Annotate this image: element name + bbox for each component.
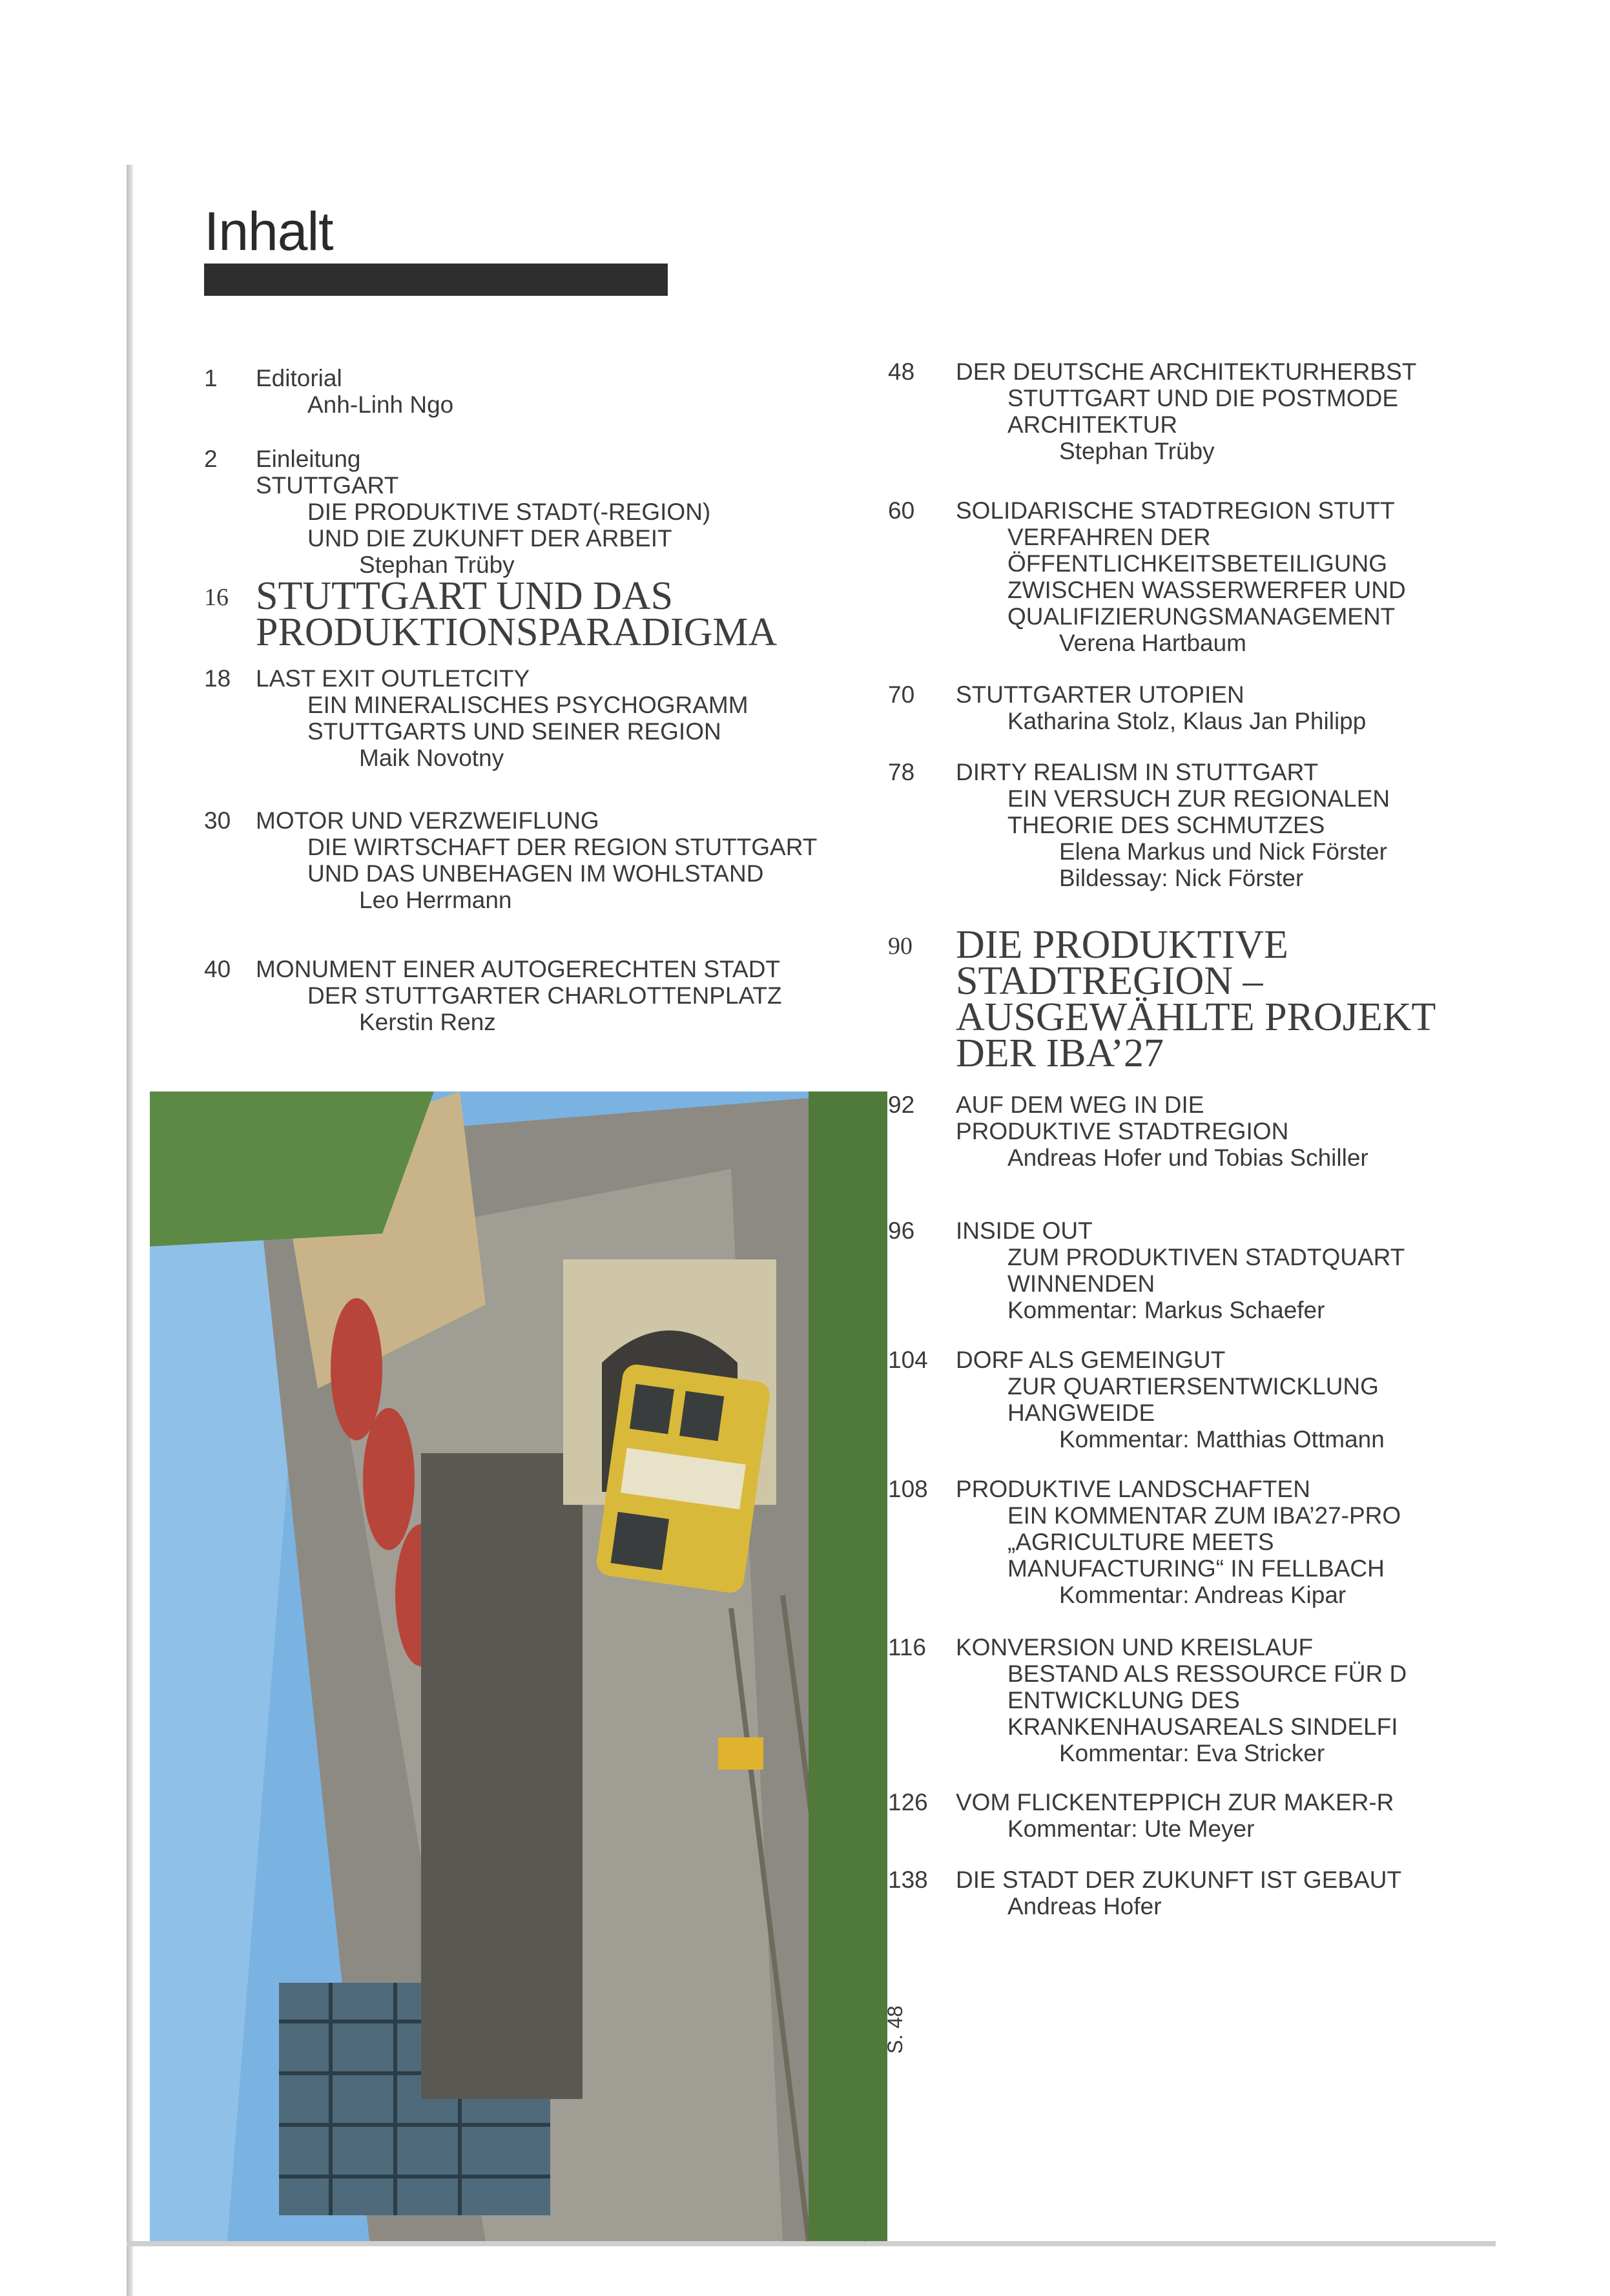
- toc-page-number: 126: [888, 1789, 928, 1815]
- toc-entry-line: DORF ALS GEMEINGUT: [956, 1347, 1226, 1373]
- toc-entry-line: HANGWEIDE: [1007, 1400, 1155, 1426]
- toc-entry-line: ZUM PRODUKTIVEN STADTQUART: [1007, 1244, 1405, 1270]
- toc-entry-line: ÖFFENTLICHKEITSBETEILIGUNG: [1007, 550, 1387, 577]
- page-fold-shadow: [127, 165, 133, 2296]
- toc-entry-line: PRODUKTIVE LANDSCHAFTEN: [956, 1476, 1310, 1502]
- toc-entry-line: STUTTGART: [256, 472, 399, 499]
- tram-photo: [150, 1091, 887, 2241]
- toc-entry-line: DIRTY REALISM IN STUTTGART: [956, 759, 1319, 785]
- toc-entry-line: Elena Markus und Nick Förster: [1059, 838, 1387, 865]
- toc-page-number: 60: [888, 497, 915, 524]
- toc-entry-line: STUTTGART UND DIE POSTMODE: [1007, 385, 1399, 411]
- toc-entry-line: Kommentar: Matthias Ottmann: [1059, 1426, 1385, 1453]
- toc-entry-line: Bildessay: Nick Förster: [1059, 865, 1304, 891]
- toc-entry-line: ENTWICKLUNG DES: [1007, 1687, 1240, 1713]
- toc-entry-line: DIE PRODUKTIVE STADT(-REGION): [307, 499, 711, 525]
- section-heading-line: AUSGEWÄHLTE PROJEKT: [956, 995, 1436, 1039]
- toc-entry-line: Kommentar: Ute Meyer: [1007, 1815, 1255, 1842]
- toc-entry-line: Andreas Hofer und Tobias Schiller: [1007, 1144, 1368, 1171]
- toc-page-number: 90: [888, 933, 913, 960]
- toc-entry-line: Kommentar: Eva Stricker: [1059, 1740, 1325, 1766]
- toc-entry-line: INSIDE OUT: [956, 1217, 1093, 1244]
- toc-page-number: 16: [204, 584, 229, 611]
- section-heading-line: DER IBA’27: [956, 1031, 1164, 1075]
- toc-entry-line: Andreas Hofer: [1007, 1893, 1162, 1919]
- toc-page-number: 92: [888, 1091, 915, 1118]
- toc-page-number: 1: [204, 365, 218, 391]
- toc-entry-line: VOM FLICKENTEPPICH ZUR MAKER-R: [956, 1789, 1394, 1815]
- toc-entry-line: Katharina Stolz, Klaus Jan Philipp: [1007, 708, 1367, 734]
- toc-entry-line: THEORIE DES SCHMUTZES: [1007, 812, 1325, 838]
- toc-page-number: 48: [888, 358, 915, 385]
- toc-entry-line: SOLIDARISCHE STADTREGION STUTT: [956, 497, 1395, 524]
- toc-entry-line: ZWISCHEN WASSERWERFER UND: [1007, 577, 1406, 603]
- toc-right-column: [888, 349, 1480, 1931]
- toc-page-number: 18: [204, 665, 231, 692]
- toc-page-number: 116: [888, 1634, 926, 1660]
- toc-page-number: 78: [888, 759, 915, 785]
- toc-entry-line: MANUFACTURING“ IN FELLBACH: [1007, 1555, 1385, 1582]
- toc-entry-line: STUTTGARTER UTOPIEN: [956, 681, 1244, 708]
- section-heading-line: DIE PRODUKTIVE: [956, 923, 1288, 967]
- toc-entry-line: UND DAS UNBEHAGEN IM WOHLSTAND: [307, 860, 764, 887]
- toc-entry-line: KONVERSION UND KREISLAUF: [956, 1634, 1314, 1660]
- toc-entry-line: PRODUKTIVE STADTREGION: [956, 1118, 1289, 1144]
- toc-entry-line: QUALIFIZIERUNGSMANAGEMENT: [1007, 603, 1396, 630]
- toc-page-number: 108: [888, 1476, 928, 1502]
- toc-entry-line: Stephan Trüby: [359, 552, 515, 578]
- toc-page-number: 104: [888, 1347, 928, 1373]
- toc-page-number: 30: [204, 807, 231, 834]
- toc-entry-line: Anh-Linh Ngo: [307, 391, 454, 418]
- page-bottom-edge: [127, 2241, 1496, 2246]
- toc-entry-line: „AGRICULTURE MEETS: [1007, 1529, 1274, 1555]
- toc-entry-line: EIN MINERALISCHES PSYCHOGRAMM: [307, 692, 748, 718]
- toc-entry-line: ARCHITEKTUR: [1007, 411, 1178, 438]
- toc-entry-line: ZUR QUARTIERSENTWICKLUNG: [1007, 1373, 1379, 1400]
- toc-entry-line: UND DIE ZUKUNFT DER ARBEIT: [307, 525, 672, 552]
- toc-entry-line: Kommentar: Andreas Kipar: [1059, 1582, 1347, 1608]
- toc-page-number: 70: [888, 681, 915, 708]
- toc-entry-line: BESTAND ALS RESSOURCE FÜR D: [1007, 1660, 1407, 1687]
- toc-page-number: 2: [204, 446, 218, 472]
- tram-photo-illustration: [150, 1091, 887, 2241]
- section-heading-line: STUTTGART UND DAS: [256, 574, 674, 618]
- toc-entry-line: AUF DEM WEG IN DIE: [956, 1091, 1204, 1118]
- toc-entry-line: DER STUTTGARTER CHARLOTTENPLATZ: [307, 982, 782, 1009]
- page-title: Inhalt: [204, 201, 333, 262]
- toc-entry-line: Einleitung: [256, 446, 361, 472]
- toc-page-number: 96: [888, 1217, 915, 1244]
- toc-entry-line: Maik Novotny: [359, 745, 504, 771]
- toc-entry-line: Editorial: [256, 365, 342, 391]
- section-heading-line: PRODUKTIONSPARADIGMA: [256, 610, 778, 654]
- toc-entry-line: DIE STADT DER ZUKUNFT IST GEBAUT: [956, 1867, 1402, 1893]
- toc-entry-line: Stephan Trüby: [1059, 438, 1215, 464]
- toc-entry-line: DER DEUTSCHE ARCHITEKTURHERBST: [956, 358, 1417, 385]
- toc-entry-line: VERFAHREN DER: [1007, 524, 1211, 550]
- toc-entry-line: LAST EXIT OUTLETCITY: [256, 665, 530, 692]
- toc-entry-line: WINNENDEN: [1007, 1270, 1155, 1297]
- toc-entry-line: Verena Hartbaum: [1059, 630, 1247, 656]
- toc-entry-line: EIN KOMMENTAR ZUM IBA’27-PRO: [1007, 1502, 1401, 1529]
- toc-entry-line: MOTOR UND VERZWEIFLUNG: [256, 807, 599, 834]
- toc-entry-line: STUTTGARTS UND SEINER REGION: [307, 718, 721, 745]
- title-bar: [204, 264, 668, 296]
- toc-page-number: 40: [204, 956, 231, 982]
- toc-entry-line: Kommentar: Markus Schaefer: [1007, 1297, 1325, 1323]
- toc-entry-line: Kerstin Renz: [359, 1009, 496, 1035]
- toc-entry-line: KRANKENHAUSAREALS SINDELFI: [1007, 1713, 1398, 1740]
- section-heading-line: STADTREGION –: [956, 959, 1263, 1003]
- toc-entry-line: DIE WIRTSCHAFT DER REGION STUTTGART: [307, 834, 818, 860]
- toc-entry-line: MONUMENT EINER AUTOGERECHTEN STADT: [256, 956, 781, 982]
- toc-entry-line: EIN VERSUCH ZUR REGIONALEN: [1007, 785, 1390, 812]
- toc-page-number: 138: [888, 1867, 928, 1893]
- photo-caption: S. 48: [883, 2005, 907, 2054]
- toc-entry-line: Leo Herrmann: [359, 887, 512, 913]
